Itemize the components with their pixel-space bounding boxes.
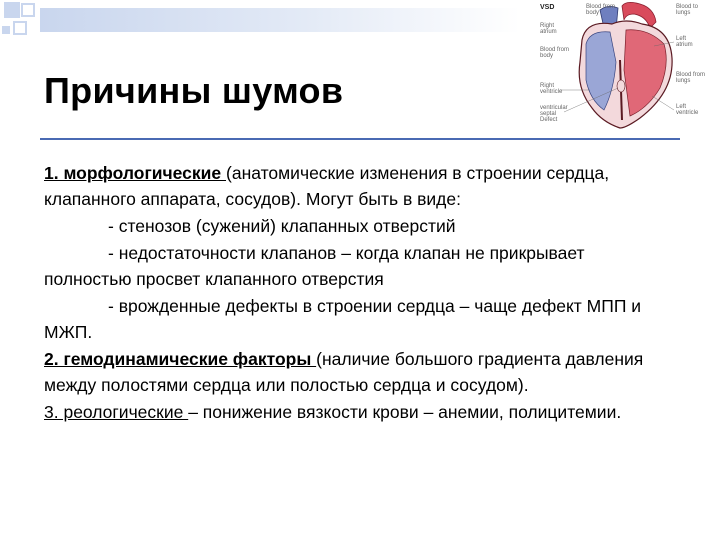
svg-text:body: body — [586, 10, 600, 16]
title-divider — [40, 138, 680, 140]
svg-text:lungs: lungs — [676, 10, 691, 16]
paragraph-rheological — [44, 399, 674, 425]
slide-title: Причины шумов — [44, 70, 344, 111]
svg-text:lungs: lungs — [676, 78, 691, 84]
heart-vsd-diagram — [530, 0, 715, 135]
figure-title: VSD — [540, 4, 555, 11]
slide-body — [44, 160, 674, 426]
list-item-insufficiency-text: - недостаточности клапанов – когда клапан не прикрывает полностью просвет клапанного отверстия — [44, 243, 585, 289]
svg-text:Blood to: Blood to — [676, 4, 699, 10]
svg-text:septal: septal — [540, 111, 557, 117]
list-item-stenosis: - стенозов (сужений) клапанных отверстий — [108, 216, 456, 236]
list-item-congenital — [44, 293, 674, 345]
paragraph-hemodynamic — [44, 346, 674, 398]
header-gradient-bar — [40, 8, 520, 32]
morphological-text: (анатомические изменения в строении сердца, клапанного аппарата, сосудов). Могут быть в виде: — [44, 163, 610, 209]
hemodynamic-text: (наличие большого градиента давления между полостями сердца или полостью сердца и сосудом). — [44, 349, 644, 395]
svg-text:Left: Left — [676, 36, 687, 42]
svg-text:Blood from: Blood from — [586, 4, 616, 10]
svg-text:ventricle: ventricle — [676, 110, 699, 116]
svg-text:Right: Right — [540, 23, 555, 29]
rheological-text: – понижение вязкости крови – анемии, полицитемии. — [188, 402, 622, 422]
svg-text:Blood from: Blood from — [676, 72, 706, 78]
svg-text:Blood from: Blood from — [540, 47, 570, 53]
svg-text:Defect: Defect — [540, 117, 558, 123]
paragraph-morphological — [44, 160, 674, 212]
list-item-congenital-text: - врожденные дефекты в строении сердца – чаще дефект МПП и МЖП. — [44, 296, 642, 342]
svg-text:atrium: atrium — [676, 42, 693, 48]
svg-text:ventricular: ventricular — [540, 105, 568, 111]
rheological-label: 3. реологические — [44, 402, 189, 422]
hemodynamic-label: 2. гемодинамические факторы — [44, 349, 317, 369]
svg-text:body: body — [540, 53, 554, 59]
svg-text:Right: Right — [540, 83, 555, 89]
svg-text:atrium: atrium — [540, 29, 557, 35]
svg-text:ventricle: ventricle — [540, 89, 563, 95]
svg-text:Left: Left — [676, 104, 687, 110]
list-item-insufficiency — [44, 240, 674, 292]
morphological-label: 1. морфологические — [44, 163, 227, 183]
